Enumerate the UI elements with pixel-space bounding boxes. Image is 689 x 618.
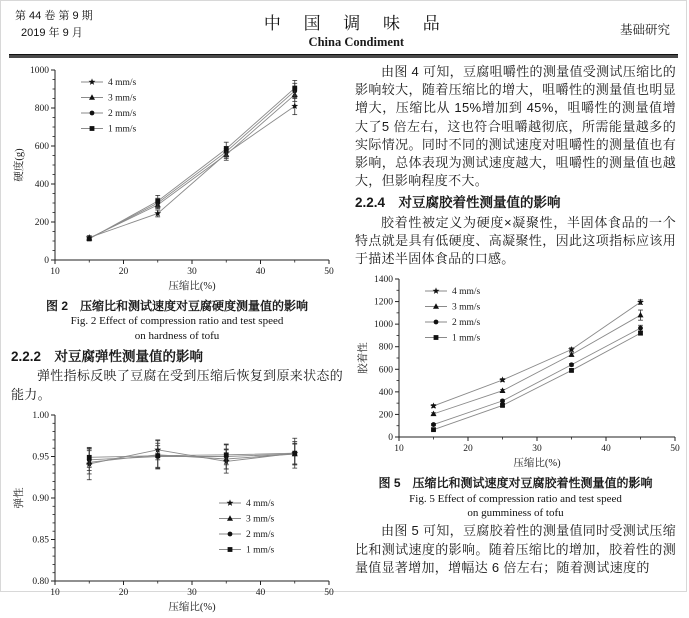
svg-text:弹性: 弹性 <box>14 487 25 509</box>
svg-text:胶着性: 胶着性 <box>358 342 369 375</box>
paragraph-fig5-discussion: 由图 5 可知，豆腐胶着性的测量值同时受测试压缩比和测试速度的影响。随着压缩比的增加，胶着性的测量值显著增加，增幅达 6 倍左右；随着测试速度的 <box>355 523 676 575</box>
svg-text:3 mm/s: 3 mm/s <box>246 514 275 525</box>
svg-text:800: 800 <box>34 104 49 114</box>
fig3-springiness-svg <box>11 407 343 613</box>
svg-text:20: 20 <box>118 587 129 598</box>
svg-text:30: 30 <box>532 444 542 455</box>
svg-text:10: 10 <box>50 587 60 598</box>
figure2-caption-en-line2: on hardness of tofu <box>134 330 220 343</box>
section-2-2-2-heading: 2.2.2 对豆腐弹性测量值的影响 <box>11 348 204 364</box>
journal-title-cn: 中 国 调 味 品 <box>263 14 449 33</box>
svg-text:硬度(g): 硬度(g) <box>14 148 25 182</box>
svg-text:10: 10 <box>394 444 404 455</box>
svg-text:0.85: 0.85 <box>32 535 49 546</box>
figure5-caption-en-line1: Fig. 5 Effect of compression ratio and test speed <box>409 492 622 505</box>
svg-text:50: 50 <box>324 267 334 277</box>
svg-text:2 mm/s: 2 mm/s <box>246 530 275 541</box>
svg-text:400: 400 <box>378 388 393 399</box>
svg-text:压缩比(%): 压缩比(%) <box>168 601 216 613</box>
svg-text:1400: 1400 <box>374 275 393 286</box>
svg-text:20: 20 <box>118 267 129 277</box>
paragraph-fig4-discussion: 由图 4 可知，豆腐咀嚼性的测量值受测试压缩比的影响较大，随着压缩比的增大，咀嚼性的测量值也明显增大，压缩比从 15%增加到 45%，咀嚼性的测量值增大了5 倍左右，这也符合咀嚼越彻底，所需能量越多的实际情况。同时不同的测试速度对咀嚼性的测量值也有影响，总体表现为测试速度越大，咀嚼性的测量值也越大，但影响程度不大。 <box>355 64 676 189</box>
section-2-2-2-paragraph: 弹性指标反映了豆腐在受到压缩后恢复到原来状态的能力。 <box>11 368 343 402</box>
section-label: 基础研究 <box>619 23 670 37</box>
issue-info <box>15 8 93 42</box>
svg-text:4 mm/s: 4 mm/s <box>108 78 137 89</box>
svg-text:4 mm/s: 4 mm/s <box>452 287 481 298</box>
journal-title-block <box>264 9 449 50</box>
issue-date: 2019 年 9 月 <box>21 27 83 40</box>
svg-text:200: 200 <box>378 410 393 421</box>
svg-text:200: 200 <box>34 218 49 228</box>
two-column-body <box>1 58 686 618</box>
svg-text:1 mm/s: 1 mm/s <box>108 124 137 135</box>
figure5-caption-en-line2: on gumminess of tofu <box>467 507 564 520</box>
journal-header <box>1 1 686 52</box>
svg-text:1 mm/s: 1 mm/s <box>246 545 275 556</box>
issue-volume: 第 44 卷 第 9 期 <box>15 10 93 22</box>
fig2-hardness-svg <box>11 62 343 292</box>
svg-text:40: 40 <box>255 267 266 277</box>
svg-text:40: 40 <box>601 444 611 455</box>
svg-text:400: 400 <box>34 180 49 190</box>
figure5-gumminess-chart <box>355 271 680 474</box>
svg-text:0: 0 <box>44 256 49 266</box>
figure2-caption-cn: 图 2 压缩比和测试速度对豆腐硬度测量值的影响 <box>45 299 308 313</box>
left-column <box>11 62 343 618</box>
svg-text:2 mm/s: 2 mm/s <box>108 109 137 120</box>
svg-text:10: 10 <box>50 267 60 277</box>
svg-text:50: 50 <box>324 587 334 598</box>
svg-text:1.00: 1.00 <box>32 410 49 421</box>
svg-text:0: 0 <box>388 433 393 444</box>
paragraph-gumminess-definition: 胶着性被定义为硬度×凝聚性，半固体食品的一个特点就是具有低硬度、高凝聚性，因此这项指标应该用于描述半固体食品的口感。 <box>355 214 676 267</box>
figure2-hardness-chart <box>11 62 343 297</box>
svg-text:3 mm/s: 3 mm/s <box>452 303 481 314</box>
svg-text:1000: 1000 <box>30 66 49 76</box>
figure3-springiness-chart <box>11 407 343 618</box>
svg-text:1000: 1000 <box>374 320 393 331</box>
svg-text:压缩比(%): 压缩比(%) <box>168 281 216 292</box>
section-2-2-4-heading: 2.2.4 对豆腐胶着性测量值的影响 <box>355 195 561 211</box>
svg-text:600: 600 <box>378 365 393 376</box>
svg-text:4 mm/s: 4 mm/s <box>246 499 275 510</box>
svg-text:600: 600 <box>34 142 49 152</box>
svg-text:1200: 1200 <box>374 298 393 309</box>
svg-text:0.95: 0.95 <box>32 452 49 463</box>
right-column <box>355 62 680 618</box>
svg-text:20: 20 <box>463 444 473 455</box>
svg-text:40: 40 <box>255 587 266 598</box>
svg-text:30: 30 <box>187 267 197 277</box>
figure2-caption-en-line1: Fig. 2 Effect of compression ratio and test speed <box>70 315 284 328</box>
svg-text:3 mm/s: 3 mm/s <box>108 93 137 104</box>
svg-text:800: 800 <box>378 343 393 354</box>
svg-text:0.90: 0.90 <box>32 493 49 504</box>
svg-text:0.80: 0.80 <box>32 576 49 587</box>
journal-title-en: China Condiment <box>308 35 405 49</box>
svg-text:1 mm/s: 1 mm/s <box>452 334 481 345</box>
svg-text:30: 30 <box>187 587 197 598</box>
svg-text:2 mm/s: 2 mm/s <box>452 318 481 329</box>
svg-text:50: 50 <box>670 444 680 455</box>
figure5-caption-cn: 图 5 压缩比和测试速度对豆腐胶着性测量值的影响 <box>378 476 653 491</box>
fig5-gumminess-svg <box>355 271 689 469</box>
svg-text:压缩比(%): 压缩比(%) <box>513 458 561 470</box>
